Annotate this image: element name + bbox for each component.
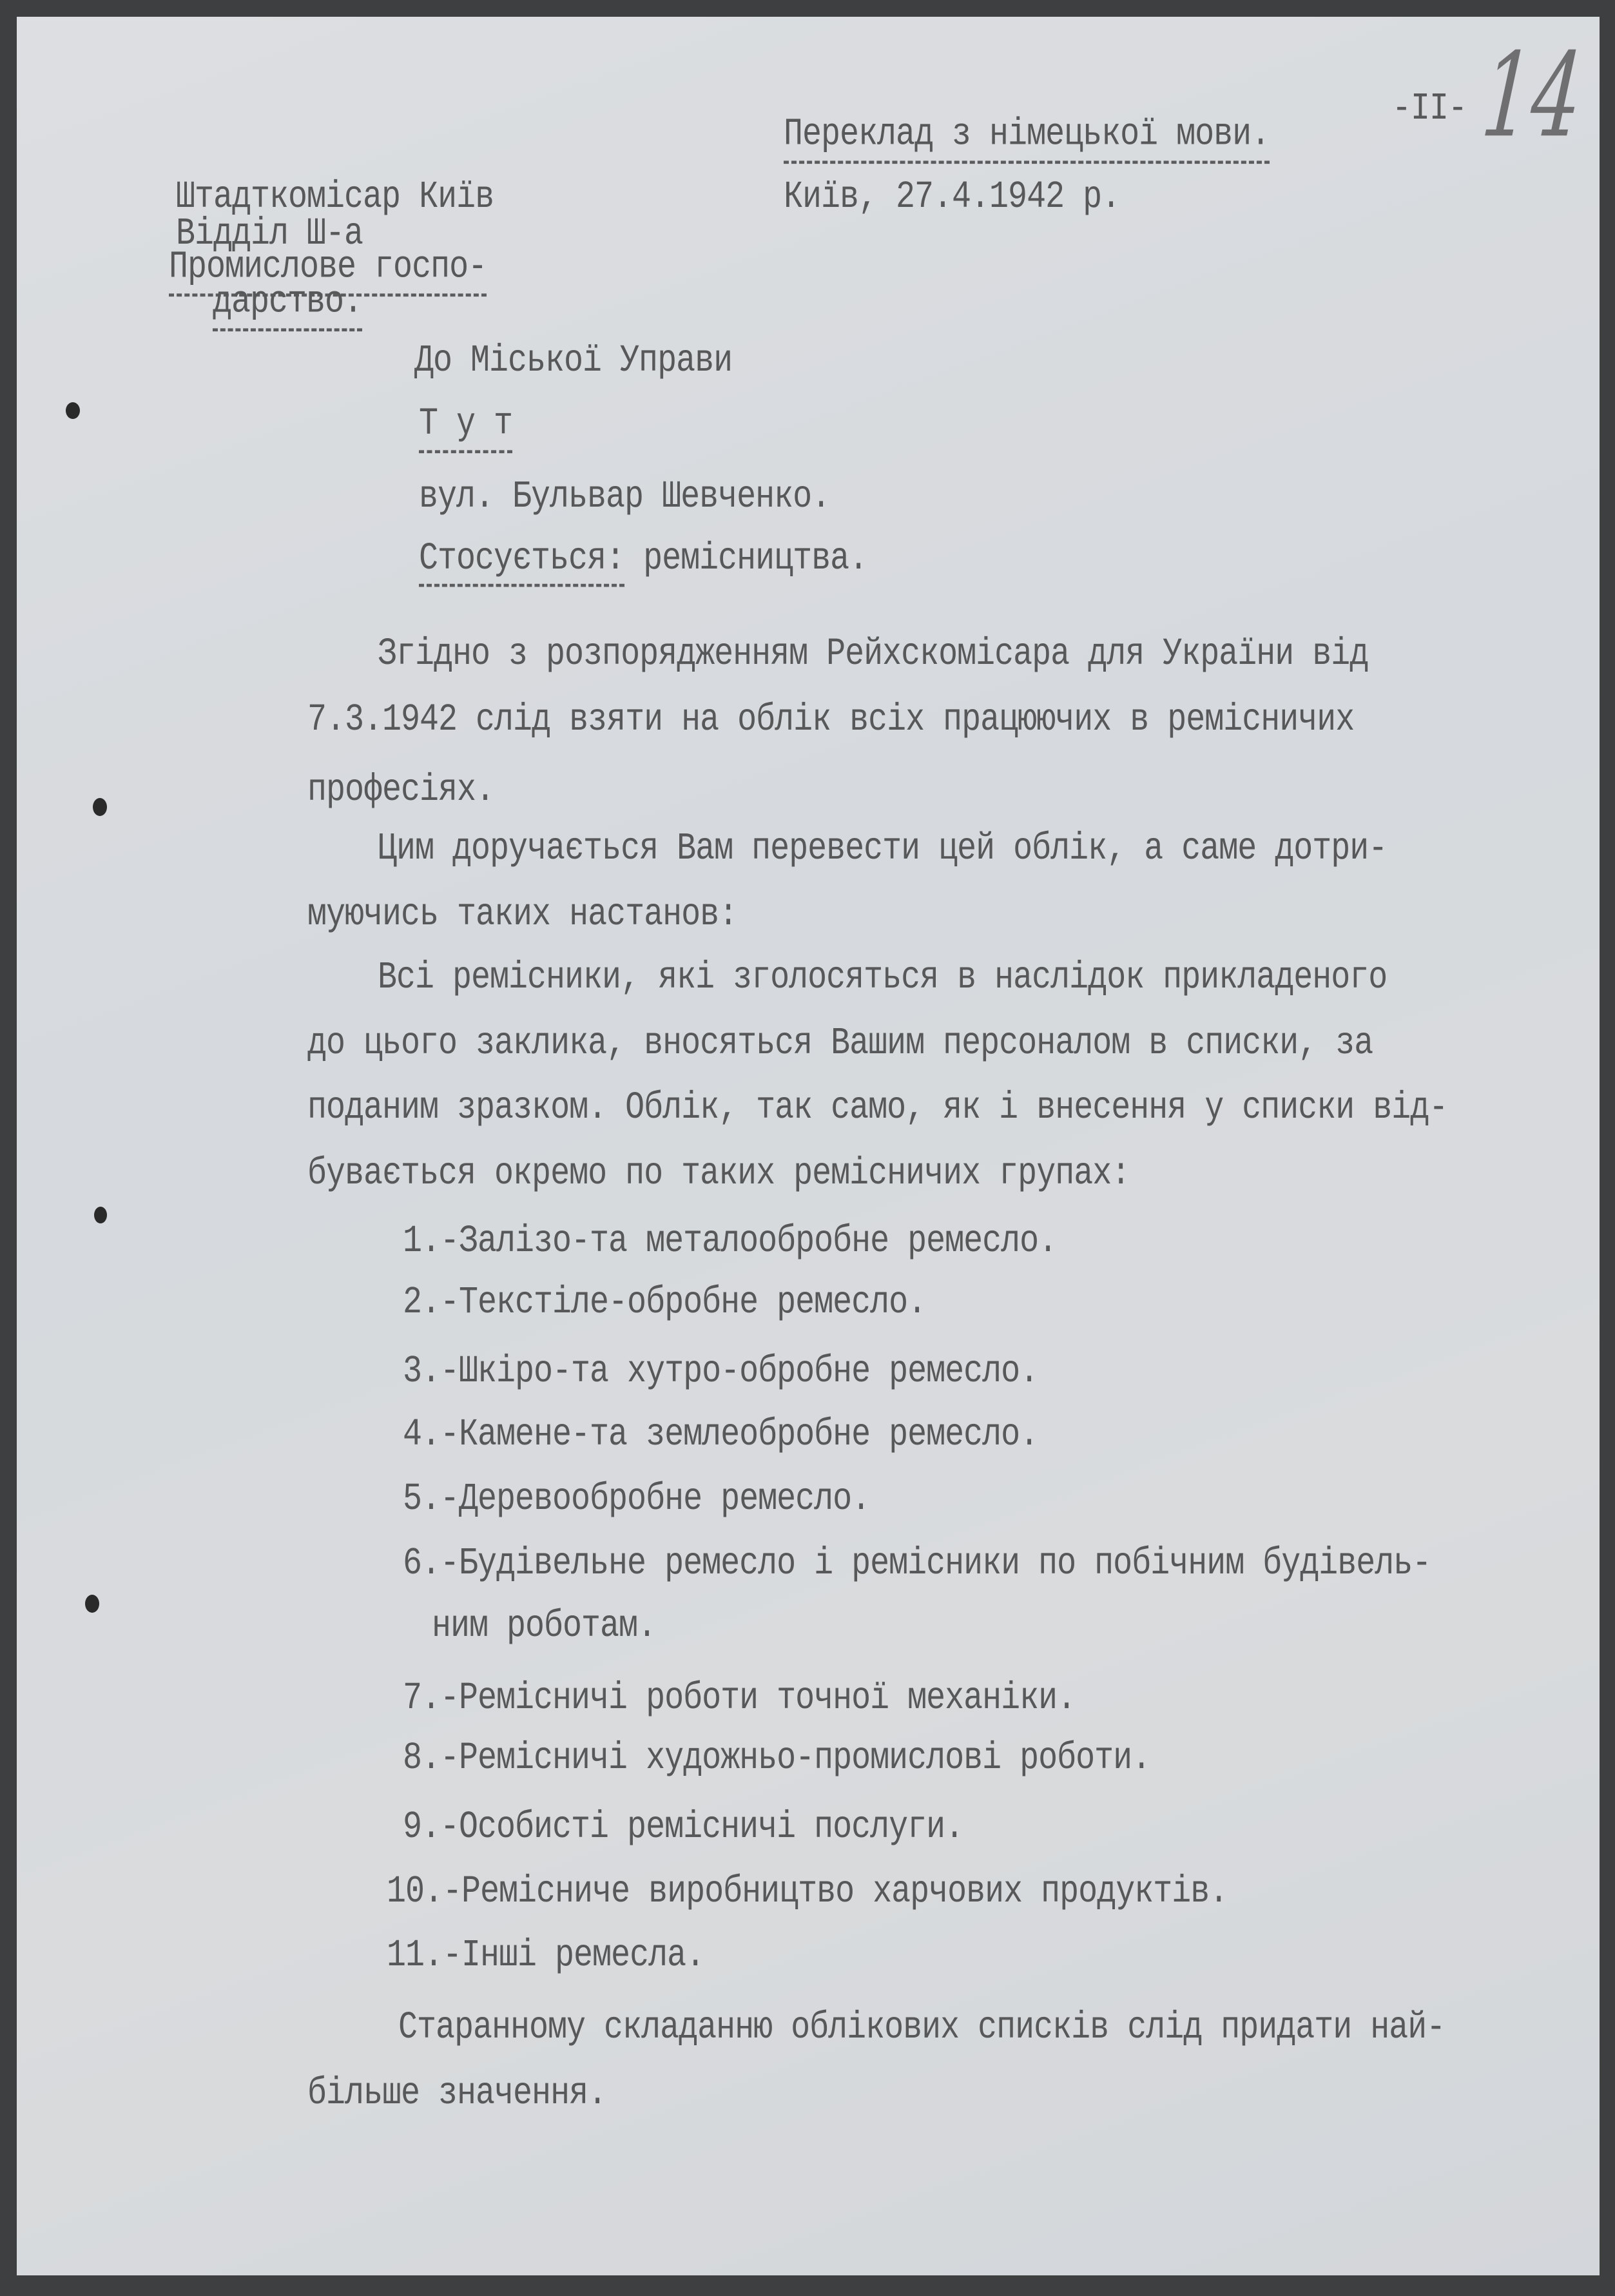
list-item: 2.-Текстіле-обробне ремесло.	[403, 1281, 927, 1325]
translation-note: Переклад з німецької мови.	[784, 112, 1270, 164]
paragraph-4-line: Старанному складанню облікових списків слід придати най-	[398, 2006, 1446, 2050]
recipient-address: вул. Бульвар Шевченко.	[419, 475, 831, 520]
list-item-continuation: ним роботам.	[432, 1604, 657, 1649]
punch-hole	[66, 402, 80, 419]
list-item: 3.-Шкіро-та хутро-обробне ремесло.	[403, 1350, 1039, 1394]
punch-hole	[94, 1207, 107, 1223]
sender-line: Промислове госпо-	[169, 245, 487, 297]
list-item: 11.-Інші ремесла.	[387, 1934, 705, 1978]
place-date: Київ, 27.4.1942 р.	[784, 175, 1121, 220]
sender-line: Штадткомісар Київ	[176, 175, 494, 220]
recipient-here: Т у т	[419, 402, 512, 453]
list-item: 4.-Камене-та землеобробне ремесло.	[403, 1413, 1039, 1457]
sender-line: Відділ Ш-а	[176, 212, 363, 257]
page-number: -II-	[1392, 87, 1467, 131]
subject-text: ремісництва.	[643, 537, 868, 581]
paragraph-3-line: бувається окремо по таких ремісничих групах:	[307, 1152, 1130, 1196]
punch-hole	[93, 798, 107, 816]
list-item: 5.-Деревообробне ремесло.	[403, 1477, 871, 1522]
list-item: 6.-Будівельне ремесло і ремісники по побічним будівель-	[403, 1542, 1431, 1586]
paragraph-3-line: поданим зразком. Облік, так само, як і внесення у списки від-	[307, 1086, 1448, 1131]
archive-number: 14	[1467, 29, 1595, 164]
subject-label: Стосується:	[419, 538, 624, 587]
punch-hole	[85, 1595, 99, 1613]
paragraph-1-line: професіях.	[307, 768, 495, 813]
paragraph-1-line: Згідно з розпорядженням Рейхскомісара для України від	[378, 632, 1369, 677]
paragraph-2-line: муючись таких настанов:	[307, 893, 738, 937]
list-item: 9.-Особисті ремісничі послуги.	[403, 1805, 964, 1850]
list-item: 10.-Ремісниче виробництво харчових продуктів.	[387, 1870, 1228, 1914]
document-page	[17, 17, 1600, 2275]
paragraph-1-line: 7.3.1942 слід взяти на облік всіх працюючих в ремісничих	[307, 698, 1355, 743]
list-item: 1.-Залізо-та металообробне ремесло.	[403, 1220, 1058, 1264]
paragraph-2-line: Цим доручається Вам перевести цей облік, а саме дотри-	[378, 827, 1388, 871]
paragraph-3-line: Всі ремісники, які зголосяться в наслідок прикладеного	[378, 956, 1388, 1000]
subject-line	[419, 537, 867, 583]
paragraph-4-line: більше значення.	[307, 2072, 607, 2116]
sender-line: дарство.	[213, 280, 362, 331]
list-item: 8.-Ремісничі художньо-промислові роботи.	[403, 1737, 1151, 1781]
paragraph-3-line: до цього заклика, вносяться Вашим персоналом в списки, за	[307, 1022, 1373, 1066]
list-item: 7.-Ремісничі роботи точної механіки.	[403, 1677, 1076, 1721]
recipient-to: До Міської Управи	[414, 339, 733, 384]
